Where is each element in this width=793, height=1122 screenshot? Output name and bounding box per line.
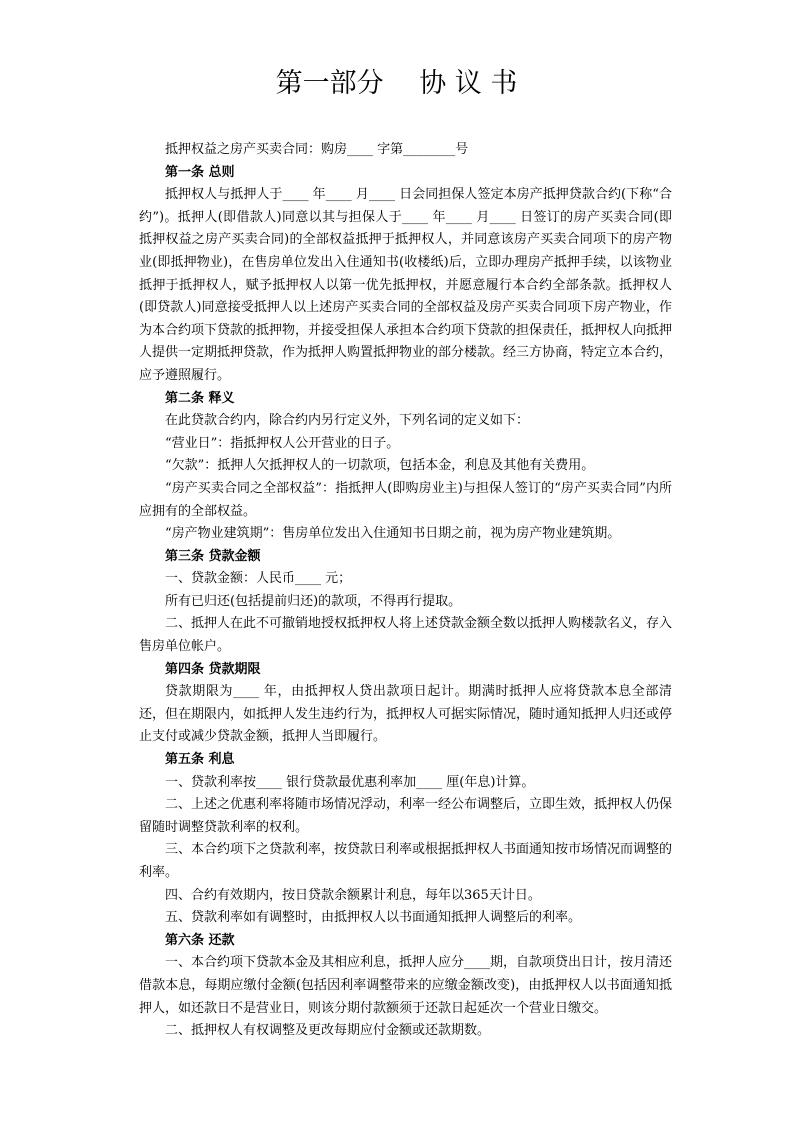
section-heading: 第五条 利息 [165,752,235,768]
paragraph: “房产物业建筑期”：售房单位发出入住通知书日期之前，视为房产物业建筑期。 [165,526,621,542]
section-heading: 第二条 释义 [165,390,235,406]
document-body [139,139,672,1043]
paragraph: “欠款”：抵押人欠抵押权人的一切款项，包括本金，利息及其他有关费用。 [165,458,595,474]
paragraph: “房产买卖合同之全部权益”：指抵押人(即购房业主)与担保人签订的“房产买卖合同”内所应拥有的全部权益。 [139,480,672,519]
paragraph: 五、贷款利率如有调整时，由抵押权人以书面通知抵押人调整后的利率。 [165,910,582,926]
section-heading: 第三条 贷款金额 [165,548,261,564]
paragraph: 抵押权益之房产买卖合同：购房____ 字第________号 [165,142,469,157]
paragraph: 四、合约有效期内，按日贷款余额累计利息，每年以365天计日。 [165,887,541,903]
section-heading: 第四条 贷款期限 [165,661,261,677]
paragraph: 抵押权人与抵押人于____ 年____ 月____ 日会同担保人签定本房产抵押贷款合约(下称“合约”)。抵押人(即借款人)同意以其与担保人于____ 年____ 月____ 日签订的房产买卖合同(即抵押权益之房产买卖合同)的全部权益抵押于抵押权人，并同意该房产买卖合同项下的房产物业(即抵押物业)，在售房单位发出入住通知书(收楼纸)后，立即办理房产抵押手续，以该物业抵押于抵押权人，赋予抵押权人以第一优先抵押权，并愿意履行本合约全部条款。抵押权人(即贷款人)同意接受抵押人以上述房产买卖合同的全部权益及房产买卖合同项下房产物业，作为本合约项下贷款的抵押物，并接受担保人承担本合约项下贷款的担保责任，抵押权人向抵押人提供一定期抵押贷款，作为抵押人购置抵押物业的部分楼款。经三方协商，特定立本合约，应予遵照履行。 [139,187,673,383]
paragraph: “营业日”：指抵押权人公开营业的日子。 [165,435,400,451]
paragraph: 所有已归还(包括提前归还)的款项，不得再行提取。 [165,593,462,609]
paragraph: 一、贷款利率按____ 银行贷款最优惠利率加____ 厘(年息)计算。 [165,774,535,790]
paragraph: 二、抵押人在此不可撤销地授权抵押权人将上述贷款金额全数以抵押人购楼款名义，存入售房单位帐户。 [139,616,673,655]
paragraph: 一、本合约项下贷款本金及其相应利息，抵押人应分____期，自款项贷出日计，按月清还借款本息，每期应缴付金额(包括因利率调整带来的应缴金额改变)，由抵押权人以书面通知抵押人，如还款日不是营业日，则该分期付款额须于还款日起延次一个营业日缴交。 [139,955,673,1016]
paragraph: 二、抵押权人有权调整及更改每期应付金额或还款期数。 [165,1023,491,1039]
paragraph: 三、本合约项下之贷款利率，按贷款日利率或根据抵押权人书面通知按市场情况而调整的利率。 [139,842,673,880]
section-heading: 第一条 总则 [165,164,235,180]
paragraph: 在此贷款合约内，除合约内另行定义外，下列名词的定义如下： [165,413,530,429]
section-heading: 第六条 还款 [165,932,235,948]
paragraph: 二、上述之优惠利率将随市场情况浮动，利率一经公布调整后，立即生效，抵押权人仍保留随时调整贷款利率的权利。 [139,797,673,835]
document-title: 第一部分 协 议 书 [275,68,518,99]
paragraph: 贷款期限为____ 年，由抵押权人贷出款项日起计。期满时抵押人应将贷款本息全部清还，但在期限内，如抵押人发生违约行为，抵押权人可据实际情况，随时通知抵押人归还或停止支付或减少贷款金额，抵押人当即履行。 [139,684,673,745]
paragraph: 一、贷款金额：人民币____ 元； [165,571,352,587]
